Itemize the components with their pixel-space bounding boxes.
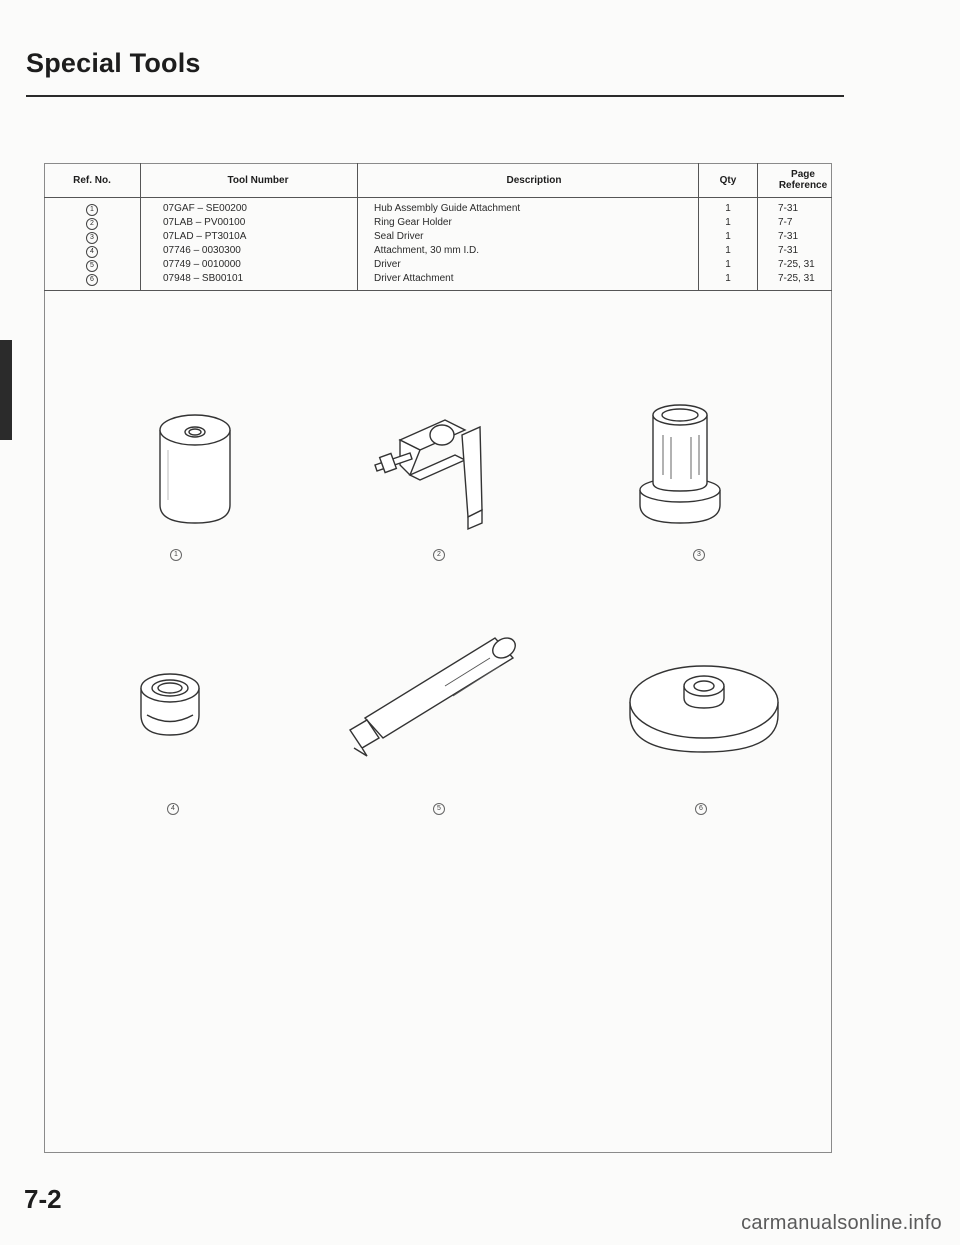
tool-description: Seal Driver [358, 230, 699, 244]
hub-assembly-guide-attachment-illustration [150, 405, 250, 530]
table-row [44, 216, 832, 230]
figure-label-4: 4 [162, 802, 184, 815]
figure-label-3: 3 [688, 548, 710, 561]
section-tab-marker [0, 340, 12, 440]
seal-driver-illustration [635, 395, 725, 530]
ref-number: 2 [86, 218, 98, 230]
watermark: carmanualsonline.info [741, 1212, 942, 1234]
tool-qty: 1 [699, 216, 758, 230]
header-tool-number: Tool Number [141, 163, 358, 198]
figure-label-1: 1 [165, 548, 187, 561]
figure-label-6: 6 [690, 802, 712, 815]
tool-description: Driver Attachment [358, 272, 699, 291]
header-ref-no: Ref. No. [44, 163, 141, 198]
page-reference: 7-25, 31 [758, 258, 833, 272]
ref-number: 4 [86, 246, 98, 258]
page-reference: 7-31 [758, 230, 833, 244]
tool-description: Hub Assembly Guide Attachment [358, 198, 699, 217]
figure-label-2: 2 [428, 548, 450, 561]
driver-illustration [345, 618, 530, 763]
tool-number: 07GAF – SE00200 [141, 198, 358, 217]
tool-description: Ring Gear Holder [358, 216, 699, 230]
ref-number: 3 [86, 232, 98, 244]
ring-gear-holder-illustration [370, 405, 510, 535]
tool-number: 07948 – SB00101 [141, 272, 358, 291]
table-row [44, 230, 832, 244]
table-row [44, 198, 832, 217]
table-header-row [44, 163, 832, 198]
page-reference: 7-25, 31 [758, 272, 833, 291]
tool-number: 07LAB – PV00100 [141, 216, 358, 230]
tool-number: 07749 – 0010000 [141, 258, 358, 272]
tool-qty: 1 [699, 244, 758, 258]
tool-qty: 1 [699, 258, 758, 272]
special-tools-table [44, 163, 832, 291]
tool-description: Driver [358, 258, 699, 272]
page-number: 7-2 [24, 1184, 62, 1214]
tool-number: 07LAD – PT3010A [141, 230, 358, 244]
table-row [44, 258, 832, 272]
tool-qty: 1 [699, 198, 758, 217]
header-description: Description [358, 163, 699, 198]
header-qty: Qty [699, 163, 758, 198]
driver-attachment-illustration [622, 650, 787, 765]
ref-number: 5 [86, 260, 98, 272]
tool-qty: 1 [699, 272, 758, 291]
page-title: Special Tools [26, 48, 201, 78]
ref-number: 1 [86, 204, 98, 216]
page-reference: 7-31 [758, 198, 833, 217]
figure-label-5: 5 [428, 802, 450, 815]
header-page-reference: Page Reference [758, 163, 833, 198]
table-row [44, 244, 832, 258]
tool-qty: 1 [699, 230, 758, 244]
tool-description: Attachment, 30 mm I.D. [358, 244, 699, 258]
attachment-30mm-illustration [135, 660, 205, 745]
page-reference: 7-31 [758, 244, 833, 258]
page-reference: 7-7 [758, 216, 833, 230]
title-rule [26, 95, 844, 97]
table-row [44, 272, 832, 291]
ref-number: 6 [86, 274, 98, 286]
tool-number: 07746 – 0030300 [141, 244, 358, 258]
